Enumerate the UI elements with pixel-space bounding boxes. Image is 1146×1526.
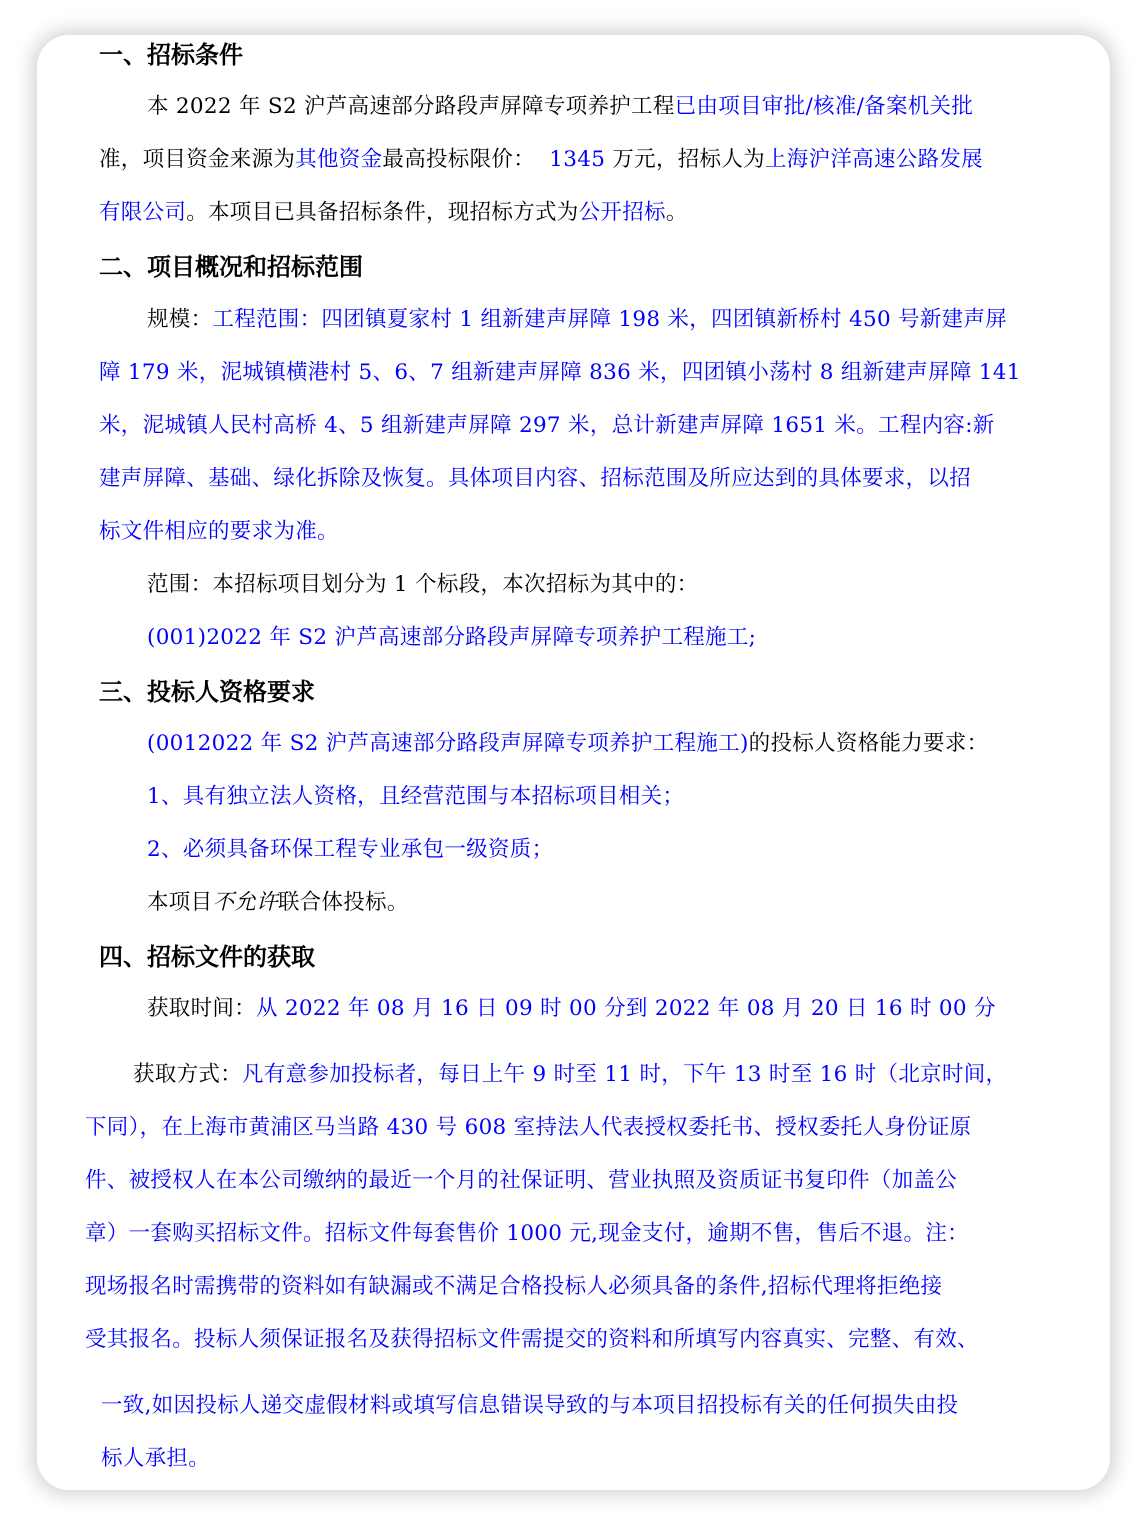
s1-line-1: 本 2022 年 S2 沪芦高速部分路段声屏障专项养护工程已由项目审批/核准/备案机关批: [147, 94, 974, 119]
s2-range-line: 范围：本招标项目划分为 1 个标段，本次招标为其中的：: [147, 572, 699, 597]
s2-scale-line-1: 规模：工程范围：四团镇夏家村 1 组新建声屏障 198 米，四团镇新桥村 450 号新建声屏: [147, 307, 1008, 332]
s4-method-line-2: 下同），在上海市黄浦区马当路 430 号 608 室持法人代表授权委托书、授权委托人身份证原: [85, 1115, 972, 1140]
s4-method-line-1: 获取方式：凡有意参加投标者，每日上午 9 时至 11 时，下午 13 时至 16 时（北京时间，: [133, 1062, 1008, 1087]
section-2-heading: 二、项目概况和招标范围: [99, 253, 363, 281]
s1-line-3: 有限公司。本项目已具备招标条件，现招标方式为公开招标。: [99, 200, 688, 225]
s1-line-2: 准，项目资金来源为其他资金最高投标限价： 1345 万元，招标人为上海沪洋高速公路发展: [99, 147, 983, 172]
s4-method-line-4: 章）一套购买招标文件。招标文件每套售价 1000 元,现金支付，逾期不售，售后不退。注：: [85, 1221, 969, 1246]
s2-section-line: (001)2022 年 S2 沪芦高速部分路段声屏障专项养护工程施工;: [147, 625, 757, 650]
s4-time-line: 获取时间：从 2022 年 08 月 16 日 09 时 00 分到 2022 年 08 月 20 日 16 时 00 分: [147, 996, 996, 1021]
section-1-heading: 一、招标条件: [99, 41, 243, 69]
s3-item-2: 2、必须具备环保工程专业承包一级资质；: [147, 837, 554, 862]
s2-scale-line-5: 标文件相应的要求为准。: [99, 519, 339, 544]
section-4-heading: 四、招标文件的获取: [99, 943, 315, 971]
s4-method-line-7: 一致,如因投标人递交虚假材料或填写信息错误导致的与本项目招投标有关的任何损失由投: [101, 1393, 959, 1418]
document-page: [37, 35, 1110, 1490]
s2-scale-line-2: 障 179 米，泥城镇横港村 5、6、7 组新建声屏障 836 米，四团镇小荡村 8 组新建声屏障 141: [99, 360, 1021, 385]
s2-scale-line-4: 建声屏障、基础、绿化拆除及恢复。具体项目内容、招标范围及所应达到的具体要求，以招: [99, 466, 972, 491]
section-3-heading: 三、投标人资格要求: [99, 678, 315, 706]
s4-method-line-6: 受其报名。投标人须保证报名及获得招标文件需提交的资料和所填写内容真实、完整、有效、: [85, 1327, 979, 1352]
s3-item-1: 1、具有独立法人资格，且经营范围与本招标项目相关；: [147, 784, 685, 809]
s4-method-line-8: 标人承担。: [101, 1446, 211, 1471]
s3-consortium-line: 本项目不允许联合体投标。: [147, 890, 409, 915]
s4-method-line-3: 件、被授权人在本公司缴纳的最近一个月的社保证明、营业执照及资质证书复印件（加盖公: [85, 1168, 958, 1193]
s3-requirement-line: (0012022 年 S2 沪芦高速部分路段声屏障专项养护工程施工)的投标人资格能力要求：: [147, 731, 989, 756]
s4-method-line-5: 现场报名时需携带的资料如有缺漏或不满足合格投标人必须具备的条件,招标代理将拒绝接: [85, 1274, 943, 1299]
s2-scale-line-3: 米，泥城镇人民村高桥 4、5 组新建声屏障 297 米，总计新建声屏障 1651 米。工程内容:新: [99, 413, 995, 438]
